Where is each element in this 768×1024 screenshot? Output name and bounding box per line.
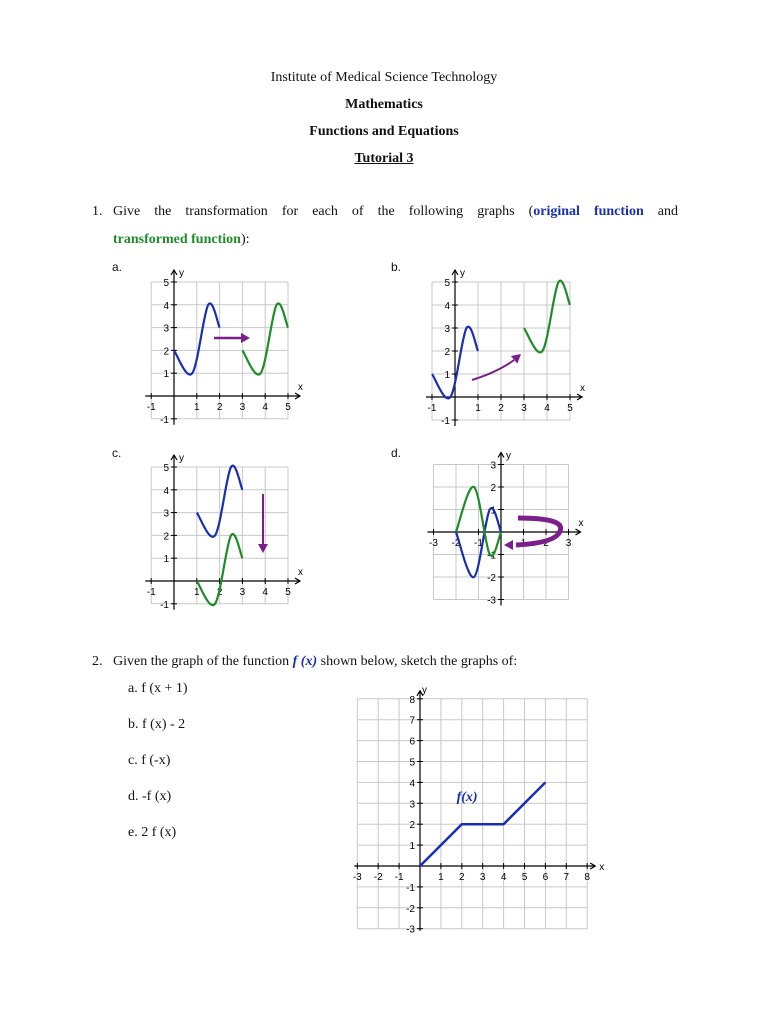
x-tick-label: -1 bbox=[146, 402, 156, 413]
y-axis-label: y bbox=[179, 453, 184, 464]
x-tick-label: 5 bbox=[567, 403, 573, 414]
y-tick-label: 2 bbox=[409, 820, 415, 832]
x-tick-label: 1 bbox=[438, 872, 444, 883]
graph-d-label: d. bbox=[391, 446, 402, 460]
y-tick-label: 1 bbox=[163, 554, 169, 566]
tutorial-title: Tutorial 3 bbox=[354, 151, 414, 166]
x-tick-label: 3 bbox=[239, 587, 246, 598]
y-tick-label: 3 bbox=[163, 323, 169, 335]
y-tick-label: 1 bbox=[444, 370, 450, 381]
chart-c bbox=[145, 453, 303, 611]
x-tick-label: 3 bbox=[565, 538, 572, 549]
q1-text-line1: Give the transformation for each of the following graphs (original function and bbox=[113, 204, 678, 219]
x-tick-label: 2 bbox=[216, 587, 223, 598]
x-tick-label: 7 bbox=[563, 872, 570, 883]
y-tick-label: 2 bbox=[444, 347, 450, 358]
y-tick-label: 5 bbox=[163, 463, 169, 474]
x-tick-label: 3 bbox=[521, 403, 527, 414]
x-tick-label: 2 bbox=[543, 538, 549, 549]
x-tick-label: 4 bbox=[262, 587, 268, 598]
y-tick-label: 8 bbox=[409, 694, 415, 706]
x-axis-label: x bbox=[578, 518, 584, 529]
x-tick-label: 1 bbox=[520, 538, 527, 549]
y-tick-label: 4 bbox=[409, 778, 415, 790]
x-tick-label: -3 bbox=[429, 538, 438, 549]
y-tick-label: 4 bbox=[444, 301, 450, 312]
y-tick-label: 2 bbox=[490, 483, 496, 494]
y-tick-label: -1 bbox=[487, 550, 496, 562]
y-axis-label: y bbox=[422, 684, 427, 696]
x-tick-label: 4 bbox=[500, 872, 507, 883]
y-tick-label: -1 bbox=[160, 599, 169, 611]
arrow-a-head bbox=[241, 333, 250, 343]
y-tick-label: 7 bbox=[409, 715, 415, 727]
y-axis-label: y bbox=[506, 450, 511, 462]
q2-text: Given the graph of the function f (x) shown below, sketch the graphs of: bbox=[113, 654, 518, 669]
chart-a bbox=[145, 268, 303, 426]
y-tick-label: 5 bbox=[444, 278, 450, 289]
q2-option-a: a. f (x + 1) bbox=[128, 681, 188, 696]
chart-f bbox=[353, 685, 604, 936]
q2-number: 2. bbox=[92, 654, 103, 669]
x-tick-label: 5 bbox=[285, 587, 291, 598]
graph-a-label: a. bbox=[112, 260, 123, 274]
y-tick-label: 2 bbox=[163, 531, 169, 543]
topic-title: Functions and Equations bbox=[309, 124, 459, 139]
x-tick-label: 2 bbox=[459, 872, 465, 883]
x-tick-label: 3 bbox=[239, 402, 246, 413]
x-tick-label: 3 bbox=[479, 872, 486, 883]
y-tick-label: 5 bbox=[163, 278, 169, 289]
y-tick-label: 3 bbox=[444, 324, 450, 335]
fx-label: f(x) bbox=[456, 790, 478, 806]
x-tick-label: 6 bbox=[542, 872, 549, 883]
arrow-c-head bbox=[258, 544, 268, 553]
x-tick-label: -1 bbox=[146, 587, 156, 598]
y-axis-label: y bbox=[460, 268, 465, 279]
y-tick-label: -1 bbox=[406, 882, 415, 894]
chart-f-grid bbox=[357, 699, 587, 929]
y-tick-label: 6 bbox=[409, 736, 415, 748]
x-tick-label: 5 bbox=[521, 872, 528, 883]
graph-c-label: c. bbox=[112, 446, 122, 460]
x-axis-label: x bbox=[580, 383, 585, 394]
y-tick-label: 1 bbox=[490, 505, 496, 517]
y-tick-label: 1 bbox=[409, 841, 415, 853]
q2-option-b: b. f (x) - 2 bbox=[128, 717, 186, 732]
x-axis-label: x bbox=[298, 567, 303, 578]
q2-option-c: c. f (-x) bbox=[128, 753, 171, 768]
x-tick-label: 4 bbox=[262, 402, 268, 413]
y-tick-label: 3 bbox=[409, 799, 415, 811]
x-tick-label: 2 bbox=[216, 402, 223, 413]
chart-b bbox=[426, 268, 585, 427]
y-tick-label: 1 bbox=[163, 369, 169, 381]
y-tick-label: -3 bbox=[406, 924, 415, 936]
x-axis-label: x bbox=[298, 382, 303, 393]
x-tick-label: 2 bbox=[498, 403, 504, 414]
y-tick-label: -2 bbox=[406, 903, 415, 915]
x-tick-label: 1 bbox=[475, 403, 481, 414]
x-tick-label: -2 bbox=[451, 538, 461, 549]
graph-b-label: b. bbox=[391, 260, 402, 274]
q1-text-line2: transformed function): bbox=[113, 232, 250, 247]
y-tick-label: 2 bbox=[163, 346, 169, 358]
x-tick-label: -1 bbox=[427, 403, 437, 414]
y-tick-label: 4 bbox=[163, 485, 169, 497]
x-tick-label: 1 bbox=[194, 402, 200, 413]
arrow-d-head bbox=[504, 540, 513, 550]
x-axis-label: x bbox=[599, 862, 605, 873]
subject-title: Mathematics bbox=[345, 97, 423, 112]
institute-name: Institute of Medical Science Technology bbox=[270, 70, 498, 85]
y-tick-label: -1 bbox=[160, 414, 169, 426]
x-tick-label: -1 bbox=[474, 538, 483, 549]
x-tick-label: -3 bbox=[352, 872, 362, 883]
q2-option-d: d. -f (x) bbox=[128, 789, 172, 804]
y-tick-label: -2 bbox=[487, 573, 496, 584]
x-tick-label: 8 bbox=[584, 872, 590, 883]
y-tick-label: -1 bbox=[441, 416, 450, 427]
x-tick-label: 5 bbox=[285, 402, 291, 413]
y-tick-label: 3 bbox=[163, 508, 169, 520]
y-tick-label: 3 bbox=[490, 460, 496, 472]
y-tick-label: 4 bbox=[163, 300, 169, 312]
y-tick-label: 5 bbox=[409, 757, 415, 769]
q1-number: 1. bbox=[92, 204, 103, 219]
x-tick-label: 1 bbox=[194, 587, 200, 598]
x-tick-label: 4 bbox=[544, 403, 550, 414]
y-axis-label: y bbox=[179, 268, 184, 279]
x-tick-label: -1 bbox=[394, 872, 404, 883]
q2-option-e: e. 2 f (x) bbox=[128, 825, 177, 840]
y-tick-label: -3 bbox=[487, 595, 496, 607]
x-tick-label: -2 bbox=[373, 872, 383, 883]
